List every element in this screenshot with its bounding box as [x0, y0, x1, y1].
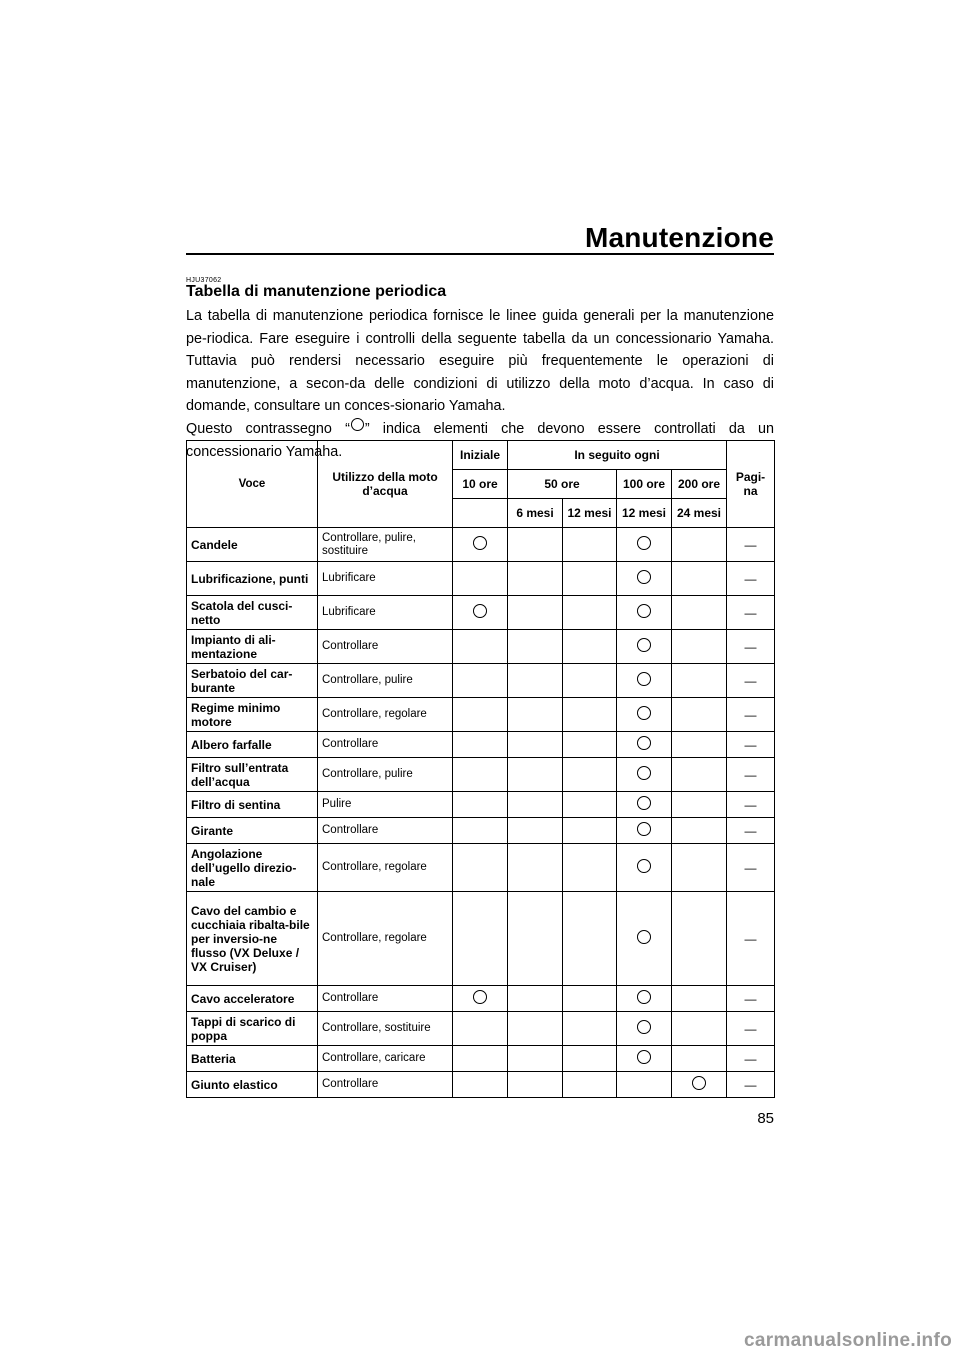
- interval-cell: [563, 562, 617, 596]
- row-voce: Impianto di ali-mentazione: [187, 630, 318, 664]
- interval-cell: [453, 792, 508, 818]
- interval-cell: [453, 986, 508, 1012]
- circle-mark-icon: [637, 822, 651, 836]
- header-ore-0: 10 ore: [453, 470, 508, 499]
- header-mesi-1: 12 mesi: [563, 499, 617, 528]
- row-voce: Giunto elastico: [187, 1072, 318, 1098]
- header-ore-3: 200 ore: [672, 470, 727, 499]
- header-mesi-2: 12 mesi: [617, 499, 672, 528]
- interval-cell: [453, 596, 508, 630]
- interval-cell: [672, 698, 727, 732]
- interval-cell: [508, 630, 563, 664]
- header-mesi-empty: [453, 499, 508, 528]
- row-pagina: —: [727, 1012, 775, 1046]
- interval-cell: [508, 596, 563, 630]
- table-row: [187, 664, 775, 698]
- row-utilizzo: Controllare, pulire: [318, 664, 453, 698]
- interval-cell: [508, 1012, 563, 1046]
- interval-cell: [563, 758, 617, 792]
- interval-cell: [508, 818, 563, 844]
- interval-cell: [453, 732, 508, 758]
- row-voce: Filtro sull’entrata dell’acqua: [187, 758, 318, 792]
- interval-cell: [563, 698, 617, 732]
- interval-cell: [563, 1072, 617, 1098]
- table-row: [187, 528, 775, 562]
- interval-cell: [617, 732, 672, 758]
- row-voce: Scatola del cusci-netto: [187, 596, 318, 630]
- circle-mark-icon: [637, 638, 651, 652]
- table-row: [187, 758, 775, 792]
- interval-cell: [508, 844, 563, 892]
- interval-cell: [617, 1046, 672, 1072]
- row-utilizzo: Controllare, caricare: [318, 1046, 453, 1072]
- header-ore-1: 50 ore: [508, 470, 617, 499]
- header-mesi-0: 6 mesi: [508, 499, 563, 528]
- row-utilizzo: Controllare, regolare: [318, 844, 453, 892]
- header-pagina: Pagi-na: [727, 441, 775, 528]
- header-in-seguito: In seguito ogni: [508, 441, 727, 470]
- section-heading: Tabella di manutenzione periodica: [186, 283, 447, 300]
- interval-cell: [563, 1012, 617, 1046]
- circle-mark-icon: [637, 536, 651, 550]
- row-utilizzo: Controllare, regolare: [318, 892, 453, 986]
- interval-cell: [453, 1046, 508, 1072]
- interval-cell: [508, 528, 563, 562]
- interval-cell: [617, 892, 672, 986]
- table-row: [187, 1046, 775, 1072]
- interval-cell: [672, 596, 727, 630]
- row-pagina: —: [727, 528, 775, 562]
- table-row: [187, 732, 775, 758]
- row-pagina: —: [727, 732, 775, 758]
- interval-cell: [672, 1046, 727, 1072]
- interval-cell: [508, 1072, 563, 1098]
- interval-cell: [563, 528, 617, 562]
- circle-mark-icon: [637, 604, 651, 618]
- interval-cell: [563, 892, 617, 986]
- legend-text-before: Questo contrassegno “: [186, 420, 350, 437]
- interval-cell: [508, 562, 563, 596]
- interval-cell: [563, 844, 617, 892]
- interval-cell: [617, 664, 672, 698]
- interval-cell: [453, 630, 508, 664]
- row-utilizzo: Lubrificare: [318, 596, 453, 630]
- section-code: HJU37062: [186, 277, 222, 284]
- interval-cell: [453, 892, 508, 986]
- interval-cell: [508, 758, 563, 792]
- table-row: [187, 562, 775, 596]
- interval-cell: [617, 562, 672, 596]
- interval-cell: [453, 844, 508, 892]
- table-row: [187, 1012, 775, 1046]
- interval-cell: [672, 732, 727, 758]
- header-ore-2: 100 ore: [617, 470, 672, 499]
- row-pagina: —: [727, 1072, 775, 1098]
- interval-cell: [453, 1072, 508, 1098]
- interval-cell: [672, 664, 727, 698]
- interval-cell: [617, 596, 672, 630]
- row-utilizzo: Controllare: [318, 986, 453, 1012]
- header-mesi-3: 24 mesi: [672, 499, 727, 528]
- row-pagina: —: [727, 562, 775, 596]
- interval-cell: [672, 818, 727, 844]
- circle-mark-icon: [473, 604, 487, 618]
- interval-cell: [672, 758, 727, 792]
- maintenance-table: [186, 440, 775, 1098]
- interval-cell: [508, 732, 563, 758]
- row-pagina: —: [727, 844, 775, 892]
- table-row: [187, 630, 775, 664]
- interval-cell: [453, 818, 508, 844]
- circle-mark-icon: [637, 796, 651, 810]
- interval-cell: [563, 664, 617, 698]
- row-pagina: —: [727, 698, 775, 732]
- circle-mark-icon: [637, 930, 651, 944]
- page-title: Manutenzione: [584, 222, 774, 253]
- circle-mark-icon: [473, 990, 487, 1004]
- interval-cell: [672, 844, 727, 892]
- watermark: carmanualsonline.info: [744, 1330, 952, 1351]
- row-pagina: —: [727, 1046, 775, 1072]
- row-utilizzo: Controllare: [318, 818, 453, 844]
- title-rule: [186, 253, 774, 255]
- row-voce: Tappi di scarico di poppa: [187, 1012, 318, 1046]
- interval-cell: [672, 892, 727, 986]
- interval-cell: [672, 528, 727, 562]
- interval-cell: [453, 562, 508, 596]
- row-utilizzo: Controllare: [318, 630, 453, 664]
- interval-cell: [617, 1012, 672, 1046]
- row-pagina: —: [727, 596, 775, 630]
- circle-mark-icon: [637, 706, 651, 720]
- row-voce: Lubrificazione, punti: [187, 562, 318, 596]
- interval-cell: [672, 1072, 727, 1098]
- row-voce: Cavo del cambio e cucchiaia ribalta-bile per inversio-ne flusso (VX Deluxe / VX Cruiser): [187, 892, 318, 986]
- interval-cell: [508, 1046, 563, 1072]
- interval-cell: [563, 596, 617, 630]
- interval-cell: [617, 698, 672, 732]
- circle-mark-icon: [637, 672, 651, 686]
- interval-cell: [508, 698, 563, 732]
- row-voce: Girante: [187, 818, 318, 844]
- header-iniziale: Iniziale: [453, 441, 508, 470]
- circle-mark-icon: [351, 418, 364, 431]
- header-voce: Voce: [187, 441, 318, 528]
- row-utilizzo: Pulire: [318, 792, 453, 818]
- row-pagina: —: [727, 758, 775, 792]
- row-voce: Batteria: [187, 1046, 318, 1072]
- interval-cell: [453, 528, 508, 562]
- interval-cell: [672, 1012, 727, 1046]
- interval-cell: [617, 758, 672, 792]
- table-row: [187, 1072, 775, 1098]
- interval-cell: [617, 792, 672, 818]
- row-voce: Filtro di sentina: [187, 792, 318, 818]
- interval-cell: [617, 1072, 672, 1098]
- interval-cell: [508, 986, 563, 1012]
- interval-cell: [617, 818, 672, 844]
- interval-cell: [508, 892, 563, 986]
- table-row: [187, 792, 775, 818]
- interval-cell: [453, 698, 508, 732]
- circle-mark-icon: [637, 1020, 651, 1034]
- table-row: [187, 892, 775, 986]
- row-voce: Serbatoio del car-burante: [187, 664, 318, 698]
- row-pagina: —: [727, 986, 775, 1012]
- circle-mark-icon: [692, 1076, 706, 1090]
- row-pagina: —: [727, 792, 775, 818]
- circle-mark-icon: [637, 1050, 651, 1064]
- interval-cell: [672, 562, 727, 596]
- circle-mark-icon: [637, 766, 651, 780]
- interval-cell: [617, 630, 672, 664]
- row-utilizzo: Controllare, pulire, sostituire: [318, 528, 453, 562]
- interval-cell: [563, 792, 617, 818]
- circle-mark-icon: [637, 570, 651, 584]
- circle-mark-icon: [637, 990, 651, 1004]
- table-row: [187, 818, 775, 844]
- row-pagina: —: [727, 630, 775, 664]
- interval-cell: [508, 664, 563, 698]
- interval-cell: [453, 664, 508, 698]
- interval-cell: [508, 792, 563, 818]
- interval-cell: [563, 818, 617, 844]
- interval-cell: [617, 986, 672, 1012]
- interval-cell: [672, 986, 727, 1012]
- row-pagina: —: [727, 664, 775, 698]
- intro-paragraph: La tabella di manutenzione periodica fornisce le linee guida generali per la manutenzione pe-riodica. Fare eseguire i controlli della seguente tabella da un concessionario Yamaha. Tuttavia può rendersi necessario eseguire più frequentemente le operazioni di manutenzione, a secon-da delle condizioni di utilizzo della moto d’acqua. In caso di domande, consultare un conces-sionario Yamaha.: [186, 308, 774, 415]
- row-utilizzo: Controllare, sostituire: [318, 1012, 453, 1046]
- row-voce: Cavo acceleratore: [187, 986, 318, 1012]
- row-utilizzo: Controllare: [318, 1072, 453, 1098]
- row-voce: Regime minimo motore: [187, 698, 318, 732]
- row-utilizzo: Controllare: [318, 732, 453, 758]
- interval-cell: [672, 792, 727, 818]
- table-row: [187, 986, 775, 1012]
- row-voce: Candele: [187, 528, 318, 562]
- circle-mark-icon: [473, 536, 487, 550]
- page-number: 85: [757, 1110, 774, 1127]
- interval-cell: [563, 732, 617, 758]
- table-row: [187, 844, 775, 892]
- interval-cell: [617, 844, 672, 892]
- row-utilizzo: Controllare, pulire: [318, 758, 453, 792]
- circle-mark-icon: [637, 736, 651, 750]
- interval-cell: [563, 986, 617, 1012]
- interval-cell: [617, 528, 672, 562]
- interval-cell: [453, 1012, 508, 1046]
- table-row: [187, 698, 775, 732]
- table-row: [187, 596, 775, 630]
- row-voce: Angolazione dell’ugello direzio-nale: [187, 844, 318, 892]
- header-utilizzo: Utilizzo della moto d’acqua: [318, 441, 453, 528]
- interval-cell: [672, 630, 727, 664]
- legend-text-after: ” indica elementi che devono essere controllati da un concessionario Yamaha.: [186, 420, 774, 460]
- row-voce: Albero farfalle: [187, 732, 318, 758]
- interval-cell: [563, 630, 617, 664]
- interval-cell: [563, 1046, 617, 1072]
- interval-cell: [453, 758, 508, 792]
- row-pagina: —: [727, 892, 775, 986]
- circle-mark-icon: [637, 859, 651, 873]
- row-utilizzo: Controllare, regolare: [318, 698, 453, 732]
- row-utilizzo: Lubrificare: [318, 562, 453, 596]
- row-pagina: —: [727, 818, 775, 844]
